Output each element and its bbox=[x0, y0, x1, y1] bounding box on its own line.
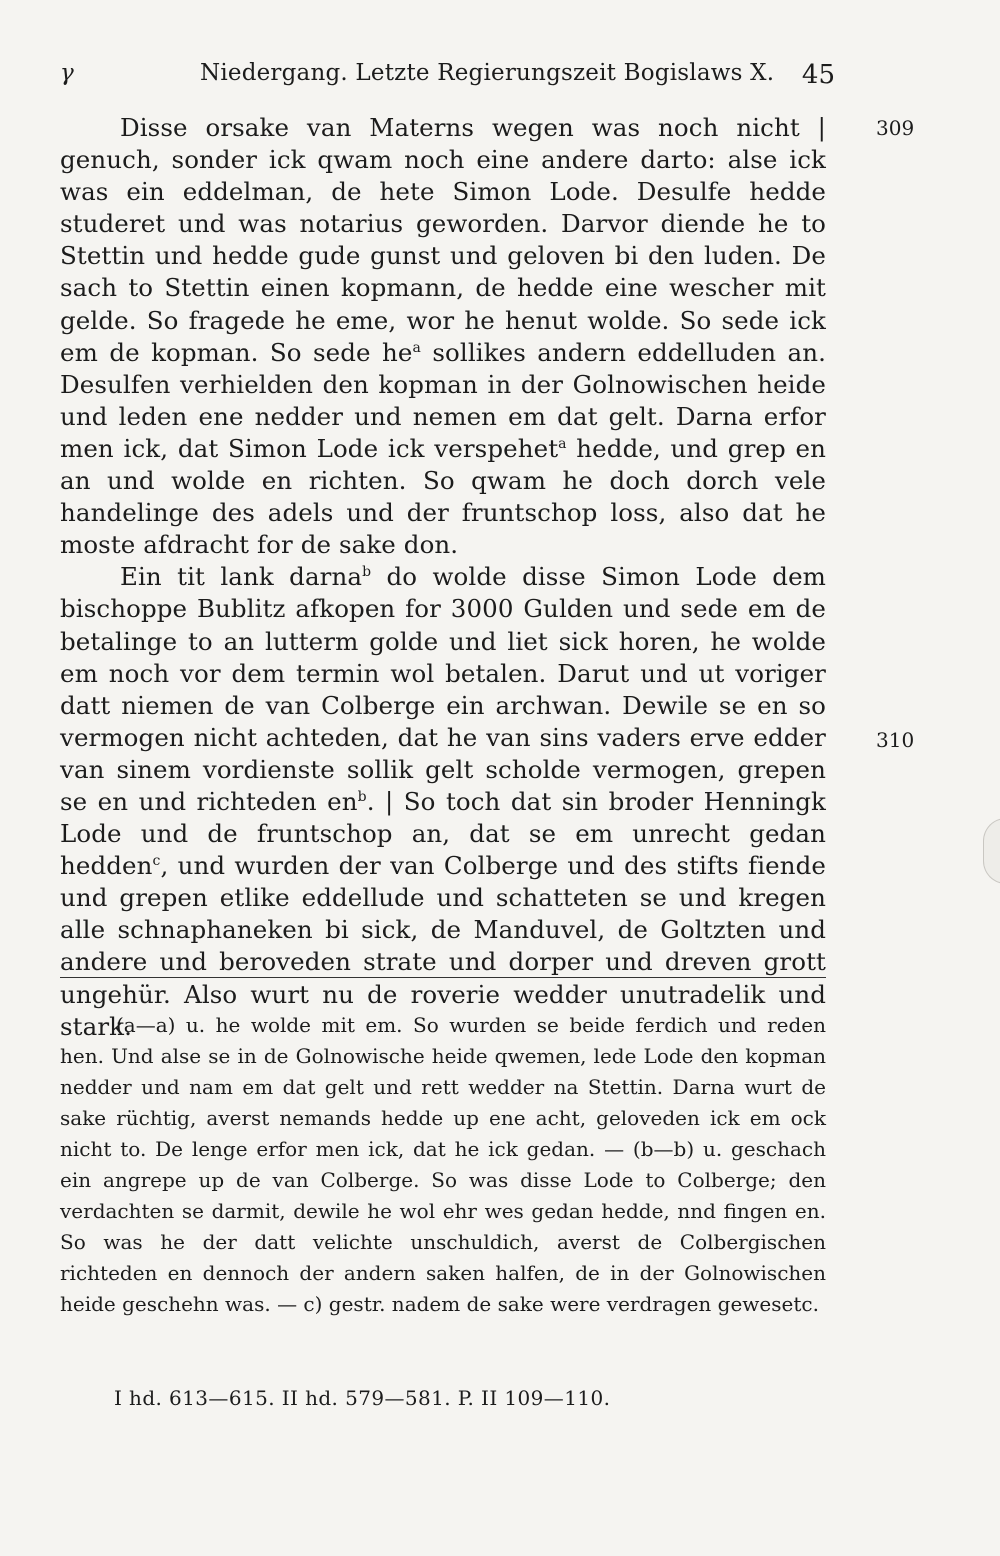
running-header bbox=[60, 60, 835, 96]
footnote-divider bbox=[60, 977, 826, 978]
footnote-marker: b bbox=[362, 564, 372, 581]
footnote-marker: c bbox=[152, 853, 161, 870]
footnote-marker: b bbox=[357, 788, 367, 805]
page-number: 45 bbox=[801, 60, 835, 90]
text-run: Ein tit lank darna bbox=[120, 562, 363, 592]
source-references: I hd. 613—615. II hd. 579—581. P. II 109—110. bbox=[114, 1386, 611, 1410]
paragraph bbox=[60, 112, 826, 561]
footnote-marker: a bbox=[558, 435, 567, 452]
text-run: . | So toch dat sin broder Henningk Lode und de fruntschop an, dat se em unrecht gedan hedden bbox=[60, 786, 827, 881]
signature-mark: γ bbox=[60, 60, 74, 86]
margin-number-310: 310 bbox=[876, 728, 915, 752]
text-run: do wolde disse Simon Lode dem bischoppe Bublitz afkopen for 3000 Gulden und sede em de betalinge to an lutterm golde und liet sick horen, he wolde em noch vor dem termin wol betalen. Darut und ut voriger datt niemen de van Colberge ein archwan. Dewile se en so vermogen nicht achteden, dat he van sins vaders erve edder van sinem vordienste sollik gelt scholde vermogen, grepen se en und richteden en bbox=[60, 562, 826, 816]
main-text bbox=[60, 112, 826, 1043]
critical-apparatus bbox=[60, 1010, 826, 1320]
paragraph bbox=[60, 561, 826, 1042]
text-run: Disse orsake van Materns wegen was noch nicht | genuch, sonder ick qwam noch eine andere darto: alse ick was ein eddelman, de hete Simon Lode. Desulfe hedde studeret und was notarius geworden. Darvor diende he to Stettin und hedde gude gunst und geloven bi den luden. De sach to Stettin einen kopmann, de hedde eine wescher mit gelde. So fragede he eme, wor he henut wolde. So sede ick em de kopman. So sede he bbox=[60, 113, 826, 367]
header-title: Niedergang. Letzte Regierungszeit Bogislaws X. bbox=[200, 60, 775, 86]
text-run: , und wurden der van Colberge und des stifts fiende und grepen etlike eddellude und schatteten se und kregen alle schnaphaneken bi sick, de Manduvel, de Goltzten und andere und beroveden strate und dorper und dreven grott ungehür. Also wurt nu de roverie wedder unutradelik und stark. bbox=[60, 851, 826, 1041]
margin-number-309: 309 bbox=[876, 116, 915, 140]
text-run: hedde, und grep en an und wolde en richten. So qwam he doch dorch vele handelinge des adels und der fruntschop loss, also dat he moste afdracht for de sake don. bbox=[60, 433, 826, 560]
binding-tab-mark bbox=[983, 818, 1000, 884]
footnote-text: (a—a) u. he wolde mit em. So wurden se beide ferdich und reden hen. Und alse se in de Golnowische heide qwemen, lede Lode den kopman nedder und nam em dat gelt und rett wedder na Stettin. Darna wurt de sake rüchtig, averst nemands hedde up ene acht, geloveden ick em ock nicht to. De lenge erfor men ick, dat he ick gedan. — (b—b) u. geschach ein angrepe up de van Colberge. So was disse Lode to Colberge; den verdachten se darmit, dewile he wol ehr wes gedan hedde, nnd fingen en. So was he der datt velichte unschuldich, averst de Colbergischen richteden en dennoch der andern saken halfen, de in der Golnowischen heide geschehn was. — c) gestr. nadem de sake were verdragen gewesetc. bbox=[60, 1013, 826, 1316]
footnote-marker: a bbox=[412, 339, 421, 356]
text-run: sollikes andern eddelluden an. Desulfen verhielden den kopman in der Golnowischen heide und leden ene nedder und nemen em dat gelt. Darna erfor men ick, dat Simon Lode ick verspehet bbox=[60, 337, 826, 463]
